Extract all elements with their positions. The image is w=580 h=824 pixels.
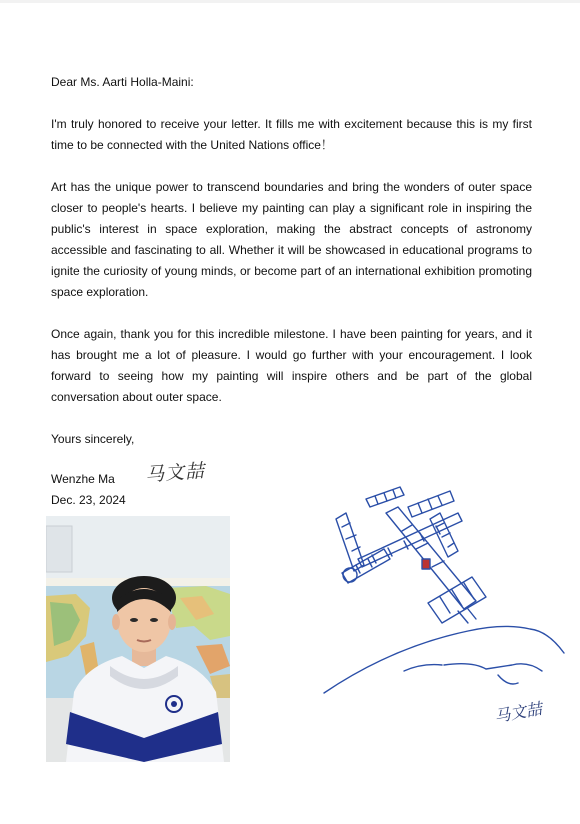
closing: Yours sincerely, xyxy=(51,432,135,446)
solar-array-top-right xyxy=(408,491,454,517)
paragraph-3: Once again, thank you for this incredible milestone. I have been painting for years, and it has brought me a lot of pleasure. I would go further with your encouragement. I look forward to seeing how my painting will inspire others and be part of the global conversation about outer space. xyxy=(51,327,532,404)
author-photo-image xyxy=(46,516,230,762)
signer-name: Wenzhe Ma xyxy=(51,472,115,486)
letter-date: Dec. 23, 2024 xyxy=(51,493,126,507)
drawing-signature: 马文喆 xyxy=(492,698,544,727)
letter-body xyxy=(51,72,532,464)
page-top-border xyxy=(0,0,580,3)
salutation: Dear Ms. Aarti Holla-Maini: xyxy=(51,75,194,89)
paragraph-2: Art has the unique power to transcend boundaries and bring the wonders of outer space closer to people's hearts. I believe my painting can play a significant role in inspiring the public's interest in space exploration, making the abstract concepts of astronomy accessible and fascinating to all. Whether it will be showcased in educational programs to ignite the curiosity of young minds, or become part of an international exhibition promoting space exploration. xyxy=(51,180,532,299)
paragraph-1: I'm truly honored to receive your letter. It fills me with excitement because this is my first time to be connected with the United Nations office！ xyxy=(51,117,532,152)
author-photo xyxy=(46,516,230,762)
handwritten-signature: 马文喆 xyxy=(144,459,206,487)
solar-array-top xyxy=(366,487,404,507)
